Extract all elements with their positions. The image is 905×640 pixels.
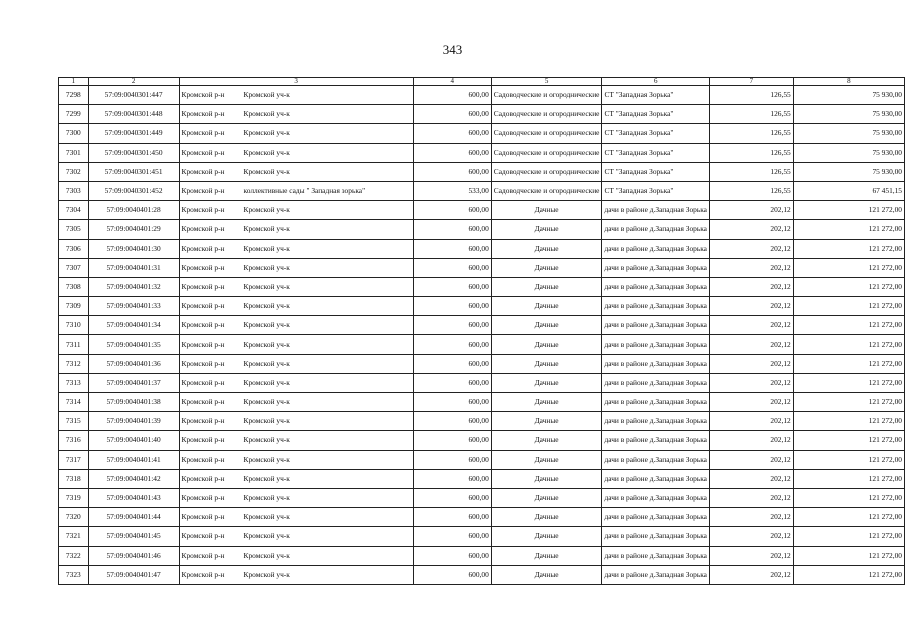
column-header: 6 bbox=[602, 78, 710, 86]
price-per-unit: 126,55 bbox=[709, 181, 793, 200]
land-use-type: Дачные bbox=[491, 508, 602, 527]
table-row bbox=[59, 469, 905, 488]
row-number: 7320 bbox=[59, 508, 89, 527]
area: 600,00 bbox=[413, 143, 491, 162]
description: дачи в районе д.Западная Зорька bbox=[602, 431, 710, 450]
district: Кромской р-н bbox=[181, 416, 225, 426]
description: дачи в районе д.Западная Зорька bbox=[602, 412, 710, 431]
column-header: 8 bbox=[793, 78, 904, 86]
locality: Кромской уч-к bbox=[243, 243, 290, 253]
land-use-type: Дачные bbox=[491, 239, 602, 258]
land-use-type: Дачные bbox=[491, 527, 602, 546]
price-per-unit: 202,12 bbox=[709, 316, 793, 335]
cadastral-value: 121 272,00 bbox=[793, 201, 904, 220]
land-use-type: Дачные bbox=[491, 316, 602, 335]
table-row bbox=[59, 450, 905, 469]
district: Кромской р-н bbox=[181, 90, 225, 100]
locality: Кромской уч-к bbox=[243, 205, 290, 215]
column-number-row bbox=[59, 78, 905, 86]
table-row bbox=[59, 546, 905, 565]
land-use-type: Дачные bbox=[491, 393, 602, 412]
cadastral-value: 75 930,00 bbox=[793, 124, 904, 143]
cadastral-value: 121 272,00 bbox=[793, 393, 904, 412]
cadastral-value: 121 272,00 bbox=[793, 239, 904, 258]
land-use-type: Садоводческие и огороднические bbox=[491, 162, 602, 181]
area: 600,00 bbox=[413, 508, 491, 527]
description: СТ "Западная Зорька" bbox=[602, 124, 710, 143]
location-cell bbox=[179, 488, 413, 507]
row-number: 7305 bbox=[59, 220, 89, 239]
locality: Кромской уч-к bbox=[243, 224, 290, 234]
land-use-type: Садоводческие и огороднические bbox=[491, 181, 602, 200]
cadastral-value: 121 272,00 bbox=[793, 508, 904, 527]
cadastral-number: 57:09:0040301:447 bbox=[88, 86, 179, 105]
cadastral-number: 57:09:0040401:47 bbox=[88, 565, 179, 584]
land-use-type: Дачные bbox=[491, 201, 602, 220]
cadastral-number: 57:09:0040401:33 bbox=[88, 297, 179, 316]
locality: Кромской уч-к bbox=[243, 262, 290, 272]
cadastral-value: 67 451,15 bbox=[793, 181, 904, 200]
cadastral-value: 121 272,00 bbox=[793, 469, 904, 488]
description: дачи в районе д.Западная Зорька bbox=[602, 297, 710, 316]
land-use-type: Дачные bbox=[491, 258, 602, 277]
cadastral-value: 75 930,00 bbox=[793, 143, 904, 162]
description: СТ "Западная Зорька" bbox=[602, 86, 710, 105]
location-cell bbox=[179, 546, 413, 565]
table-row bbox=[59, 162, 905, 181]
district: Кромской р-н bbox=[181, 128, 225, 138]
locality: Кромской уч-к bbox=[243, 550, 290, 560]
row-number: 7317 bbox=[59, 450, 89, 469]
district: Кромской р-н bbox=[181, 186, 225, 196]
area: 600,00 bbox=[413, 488, 491, 507]
price-per-unit: 126,55 bbox=[709, 105, 793, 124]
price-per-unit: 202,12 bbox=[709, 508, 793, 527]
district: Кромской р-н bbox=[181, 166, 225, 176]
description: дачи в районе д.Западная Зорька bbox=[602, 450, 710, 469]
row-number: 7315 bbox=[59, 412, 89, 431]
cadastral-number: 57:09:0040401:29 bbox=[88, 220, 179, 239]
row-number: 7310 bbox=[59, 316, 89, 335]
cadastral-number: 57:09:0040401:35 bbox=[88, 335, 179, 354]
price-per-unit: 202,12 bbox=[709, 354, 793, 373]
cadastral-value: 121 272,00 bbox=[793, 527, 904, 546]
table-row bbox=[59, 239, 905, 258]
district: Кромской р-н bbox=[181, 454, 225, 464]
price-per-unit: 202,12 bbox=[709, 220, 793, 239]
table-row bbox=[59, 124, 905, 143]
row-number: 7314 bbox=[59, 393, 89, 412]
cadastral-number: 57:09:0040401:45 bbox=[88, 527, 179, 546]
cadastral-value: 121 272,00 bbox=[793, 220, 904, 239]
area: 600,00 bbox=[413, 546, 491, 565]
row-number: 7316 bbox=[59, 431, 89, 450]
cadastral-value: 121 272,00 bbox=[793, 335, 904, 354]
district: Кромской р-н bbox=[181, 320, 225, 330]
price-per-unit: 126,55 bbox=[709, 124, 793, 143]
row-number: 7312 bbox=[59, 354, 89, 373]
price-per-unit: 126,55 bbox=[709, 143, 793, 162]
price-per-unit: 202,12 bbox=[709, 469, 793, 488]
cadastral-value: 75 930,00 bbox=[793, 162, 904, 181]
location-cell bbox=[179, 201, 413, 220]
description: дачи в районе д.Западная Зорька bbox=[602, 239, 710, 258]
price-per-unit: 202,12 bbox=[709, 431, 793, 450]
district: Кромской р-н bbox=[181, 109, 225, 119]
cadastral-number: 57:09:0040401:44 bbox=[88, 508, 179, 527]
cadastral-value: 121 272,00 bbox=[793, 488, 904, 507]
cadastral-number: 57:09:0040401:43 bbox=[88, 488, 179, 507]
location-cell bbox=[179, 373, 413, 392]
table-row bbox=[59, 201, 905, 220]
area: 600,00 bbox=[413, 220, 491, 239]
description: СТ "Западная Зорька" bbox=[602, 105, 710, 124]
location-cell bbox=[179, 220, 413, 239]
description: дачи в районе д.Западная Зорька bbox=[602, 258, 710, 277]
district: Кромской р-н bbox=[181, 531, 225, 541]
district: Кромской р-н bbox=[181, 147, 225, 157]
locality: Кромской уч-к bbox=[243, 397, 290, 407]
district: Кромской р-н bbox=[181, 397, 225, 407]
row-number: 7322 bbox=[59, 546, 89, 565]
location-cell bbox=[179, 412, 413, 431]
district: Кромской р-н bbox=[181, 262, 225, 272]
location-cell bbox=[179, 450, 413, 469]
location-cell bbox=[179, 469, 413, 488]
column-header: 4 bbox=[413, 78, 491, 86]
area: 600,00 bbox=[413, 393, 491, 412]
area: 600,00 bbox=[413, 105, 491, 124]
land-use-type: Дачные bbox=[491, 373, 602, 392]
land-use-type: Дачные bbox=[491, 277, 602, 296]
row-number: 7303 bbox=[59, 181, 89, 200]
locality: Кромской уч-к bbox=[243, 435, 290, 445]
price-per-unit: 202,12 bbox=[709, 393, 793, 412]
location-cell bbox=[179, 354, 413, 373]
district: Кромской р-н bbox=[181, 301, 225, 311]
cadastral-number: 57:09:0040401:34 bbox=[88, 316, 179, 335]
locality: Кромской уч-к bbox=[243, 301, 290, 311]
price-per-unit: 202,12 bbox=[709, 335, 793, 354]
location-cell bbox=[179, 393, 413, 412]
land-use-type: Дачные bbox=[491, 469, 602, 488]
price-per-unit: 202,12 bbox=[709, 201, 793, 220]
description: дачи в районе д.Западная Зорька bbox=[602, 220, 710, 239]
cadastral-number: 57:09:0040401:31 bbox=[88, 258, 179, 277]
cadastral-number: 57:09:0040301:451 bbox=[88, 162, 179, 181]
table-row bbox=[59, 527, 905, 546]
land-register-table bbox=[58, 77, 905, 585]
locality: Кромской уч-к bbox=[243, 416, 290, 426]
cadastral-number: 57:09:0040401:41 bbox=[88, 450, 179, 469]
cadastral-number: 57:09:0040301:449 bbox=[88, 124, 179, 143]
row-number: 7304 bbox=[59, 201, 89, 220]
area: 600,00 bbox=[413, 373, 491, 392]
district: Кромской р-н bbox=[181, 435, 225, 445]
land-use-type: Дачные bbox=[491, 431, 602, 450]
description: дачи в районе д.Западная Зорька bbox=[602, 488, 710, 507]
table-row bbox=[59, 412, 905, 431]
description: СТ "Западная Зорька" bbox=[602, 143, 710, 162]
table-row bbox=[59, 393, 905, 412]
cadastral-number: 57:09:0040401:28 bbox=[88, 201, 179, 220]
area: 600,00 bbox=[413, 527, 491, 546]
land-use-type: Дачные bbox=[491, 297, 602, 316]
location-cell bbox=[179, 277, 413, 296]
row-number: 7321 bbox=[59, 527, 89, 546]
cadastral-number: 57:09:0040401:46 bbox=[88, 546, 179, 565]
description: дачи в районе д.Западная Зорька bbox=[602, 277, 710, 296]
cadastral-value: 121 272,00 bbox=[793, 277, 904, 296]
table-row bbox=[59, 143, 905, 162]
area: 600,00 bbox=[413, 316, 491, 335]
location-cell bbox=[179, 527, 413, 546]
table-row bbox=[59, 335, 905, 354]
page-number: 343 bbox=[442, 42, 463, 57]
location-cell bbox=[179, 105, 413, 124]
description: СТ "Западная Зорька" bbox=[602, 162, 710, 181]
table-row bbox=[59, 86, 905, 105]
row-number: 7313 bbox=[59, 373, 89, 392]
district: Кромской р-н bbox=[181, 569, 225, 579]
area: 600,00 bbox=[413, 239, 491, 258]
area: 600,00 bbox=[413, 277, 491, 296]
description: дачи в районе д.Западная Зорька bbox=[602, 316, 710, 335]
price-per-unit: 202,12 bbox=[709, 373, 793, 392]
area: 600,00 bbox=[413, 431, 491, 450]
row-number: 7309 bbox=[59, 297, 89, 316]
area: 600,00 bbox=[413, 469, 491, 488]
table-row bbox=[59, 277, 905, 296]
cadastral-number: 57:09:0040401:32 bbox=[88, 277, 179, 296]
district: Кромской р-н bbox=[181, 243, 225, 253]
land-use-type: Дачные bbox=[491, 335, 602, 354]
area: 600,00 bbox=[413, 354, 491, 373]
land-use-type: Дачные bbox=[491, 354, 602, 373]
district: Кромской р-н bbox=[181, 281, 225, 291]
location-cell bbox=[179, 316, 413, 335]
cadastral-value: 121 272,00 bbox=[793, 431, 904, 450]
cadastral-number: 57:09:0040301:452 bbox=[88, 181, 179, 200]
land-use-type: Дачные bbox=[491, 565, 602, 584]
description: дачи в районе д.Западная Зорька bbox=[602, 546, 710, 565]
area: 600,00 bbox=[413, 258, 491, 277]
land-use-type: Садоводческие и огороднические bbox=[491, 143, 602, 162]
cadastral-number: 57:09:0040401:42 bbox=[88, 469, 179, 488]
land-use-type: Дачные bbox=[491, 412, 602, 431]
row-number: 7306 bbox=[59, 239, 89, 258]
location-cell bbox=[179, 297, 413, 316]
area: 600,00 bbox=[413, 450, 491, 469]
location-cell bbox=[179, 258, 413, 277]
table-row bbox=[59, 508, 905, 527]
location-cell bbox=[179, 431, 413, 450]
land-use-type: Дачные bbox=[491, 488, 602, 507]
row-number: 7307 bbox=[59, 258, 89, 277]
locality: Кромской уч-к bbox=[243, 512, 290, 522]
price-per-unit: 202,12 bbox=[709, 527, 793, 546]
location-cell bbox=[179, 335, 413, 354]
area: 600,00 bbox=[413, 335, 491, 354]
table-row bbox=[59, 354, 905, 373]
area: 600,00 bbox=[413, 412, 491, 431]
description: дачи в районе д.Западная Зорька bbox=[602, 469, 710, 488]
area: 600,00 bbox=[413, 86, 491, 105]
locality: Кромской уч-к bbox=[243, 320, 290, 330]
locality: Кромской уч-к bbox=[243, 473, 290, 483]
row-number: 7298 bbox=[59, 86, 89, 105]
column-header: 5 bbox=[491, 78, 602, 86]
area: 600,00 bbox=[413, 124, 491, 143]
locality: Кромской уч-к bbox=[243, 90, 290, 100]
row-number: 7318 bbox=[59, 469, 89, 488]
district: Кромской р-н bbox=[181, 339, 225, 349]
locality: Кромской уч-к bbox=[243, 281, 290, 291]
price-per-unit: 202,12 bbox=[709, 239, 793, 258]
description: дачи в районе д.Западная Зорька bbox=[602, 373, 710, 392]
locality: Кромской уч-к bbox=[243, 147, 290, 157]
cadastral-value: 75 930,00 bbox=[793, 105, 904, 124]
locality: Кромской уч-к bbox=[243, 128, 290, 138]
cadastral-value: 121 272,00 bbox=[793, 373, 904, 392]
description: дачи в районе д.Западная Зорька bbox=[602, 354, 710, 373]
locality: Кромской уч-к bbox=[243, 377, 290, 387]
locality: коллективные сады " Западная зорька" bbox=[243, 186, 366, 196]
cadastral-number: 57:09:0040301:450 bbox=[88, 143, 179, 162]
column-header: 2 bbox=[88, 78, 179, 86]
price-per-unit: 202,12 bbox=[709, 297, 793, 316]
description: СТ "Западная Зорька" bbox=[602, 181, 710, 200]
cadastral-number: 57:09:0040401:30 bbox=[88, 239, 179, 258]
district: Кромской р-н bbox=[181, 473, 225, 483]
cadastral-value: 121 272,00 bbox=[793, 546, 904, 565]
price-per-unit: 202,12 bbox=[709, 488, 793, 507]
table-row bbox=[59, 431, 905, 450]
district: Кромской р-н bbox=[181, 224, 225, 234]
table-row bbox=[59, 105, 905, 124]
cadastral-number: 57:09:0040401:40 bbox=[88, 431, 179, 450]
row-number: 7302 bbox=[59, 162, 89, 181]
location-cell bbox=[179, 239, 413, 258]
column-header: 7 bbox=[709, 78, 793, 86]
price-per-unit: 126,55 bbox=[709, 162, 793, 181]
location-cell bbox=[179, 508, 413, 527]
land-use-type: Садоводческие и огороднические bbox=[491, 105, 602, 124]
price-per-unit: 202,12 bbox=[709, 565, 793, 584]
location-cell bbox=[179, 181, 413, 200]
district: Кромской р-н bbox=[181, 550, 225, 560]
description: дачи в районе д.Западная Зорька bbox=[602, 565, 710, 584]
description: дачи в районе д.Западная Зорька bbox=[602, 527, 710, 546]
land-use-type: Дачные bbox=[491, 220, 602, 239]
locality: Кромской уч-к bbox=[243, 166, 290, 176]
location-cell bbox=[179, 86, 413, 105]
cadastral-number: 57:09:0040301:448 bbox=[88, 105, 179, 124]
price-per-unit: 202,12 bbox=[709, 258, 793, 277]
table-body bbox=[59, 86, 905, 585]
table-row bbox=[59, 297, 905, 316]
district: Кромской р-н bbox=[181, 512, 225, 522]
district: Кромской р-н bbox=[181, 493, 225, 503]
locality: Кромской уч-к bbox=[243, 493, 290, 503]
price-per-unit: 202,12 bbox=[709, 412, 793, 431]
cadastral-value: 121 272,00 bbox=[793, 316, 904, 335]
row-number: 7299 bbox=[59, 105, 89, 124]
cadastral-value: 121 272,00 bbox=[793, 354, 904, 373]
cadastral-number: 57:09:0040401:37 bbox=[88, 373, 179, 392]
description: дачи в районе д.Западная Зорька bbox=[602, 335, 710, 354]
cadastral-value: 121 272,00 bbox=[793, 297, 904, 316]
cadastral-number: 57:09:0040401:38 bbox=[88, 393, 179, 412]
land-use-type: Дачные bbox=[491, 546, 602, 565]
area: 600,00 bbox=[413, 201, 491, 220]
cadastral-value: 121 272,00 bbox=[793, 565, 904, 584]
location-cell bbox=[179, 143, 413, 162]
locality: Кромской уч-к bbox=[243, 569, 290, 579]
locality: Кромской уч-к bbox=[243, 358, 290, 368]
land-use-type: Садоводческие и огороднические bbox=[491, 86, 602, 105]
area: 600,00 bbox=[413, 162, 491, 181]
table-row bbox=[59, 565, 905, 584]
cadastral-value: 75 930,00 bbox=[793, 86, 904, 105]
district: Кромской р-н bbox=[181, 205, 225, 215]
locality: Кромской уч-к bbox=[243, 109, 290, 119]
row-number: 7319 bbox=[59, 488, 89, 507]
cadastral-value: 121 272,00 bbox=[793, 258, 904, 277]
location-cell bbox=[179, 565, 413, 584]
price-per-unit: 202,12 bbox=[709, 277, 793, 296]
price-per-unit: 202,12 bbox=[709, 546, 793, 565]
locality: Кромской уч-к bbox=[243, 531, 290, 541]
description: дачи в районе д.Западная Зорька bbox=[602, 201, 710, 220]
locality: Кромской уч-к bbox=[243, 339, 290, 349]
table-row bbox=[59, 258, 905, 277]
table-row bbox=[59, 316, 905, 335]
table-row bbox=[59, 220, 905, 239]
row-number: 7301 bbox=[59, 143, 89, 162]
row-number: 7323 bbox=[59, 565, 89, 584]
description: дачи в районе д.Западная Зорька bbox=[602, 508, 710, 527]
cadastral-value: 121 272,00 bbox=[793, 412, 904, 431]
row-number: 7300 bbox=[59, 124, 89, 143]
table-row bbox=[59, 373, 905, 392]
area: 600,00 bbox=[413, 297, 491, 316]
row-number: 7308 bbox=[59, 277, 89, 296]
area: 533,00 bbox=[413, 181, 491, 200]
district: Кромской р-н bbox=[181, 377, 225, 387]
land-use-type: Садоводческие и огороднические bbox=[491, 124, 602, 143]
column-header: 3 bbox=[179, 78, 413, 86]
land-use-type: Дачные bbox=[491, 450, 602, 469]
area: 600,00 bbox=[413, 565, 491, 584]
cadastral-value: 121 272,00 bbox=[793, 450, 904, 469]
description: дачи в районе д.Западная Зорька bbox=[602, 393, 710, 412]
location-cell bbox=[179, 162, 413, 181]
table-row bbox=[59, 488, 905, 507]
price-per-unit: 202,12 bbox=[709, 450, 793, 469]
table-row bbox=[59, 181, 905, 200]
cadastral-number: 57:09:0040401:39 bbox=[88, 412, 179, 431]
row-number: 7311 bbox=[59, 335, 89, 354]
district: Кромской р-н bbox=[181, 358, 225, 368]
location-cell bbox=[179, 124, 413, 143]
column-header: 1 bbox=[59, 78, 89, 86]
cadastral-number: 57:09:0040401:36 bbox=[88, 354, 179, 373]
price-per-unit: 126,55 bbox=[709, 86, 793, 105]
locality: Кромской уч-к bbox=[243, 454, 290, 464]
